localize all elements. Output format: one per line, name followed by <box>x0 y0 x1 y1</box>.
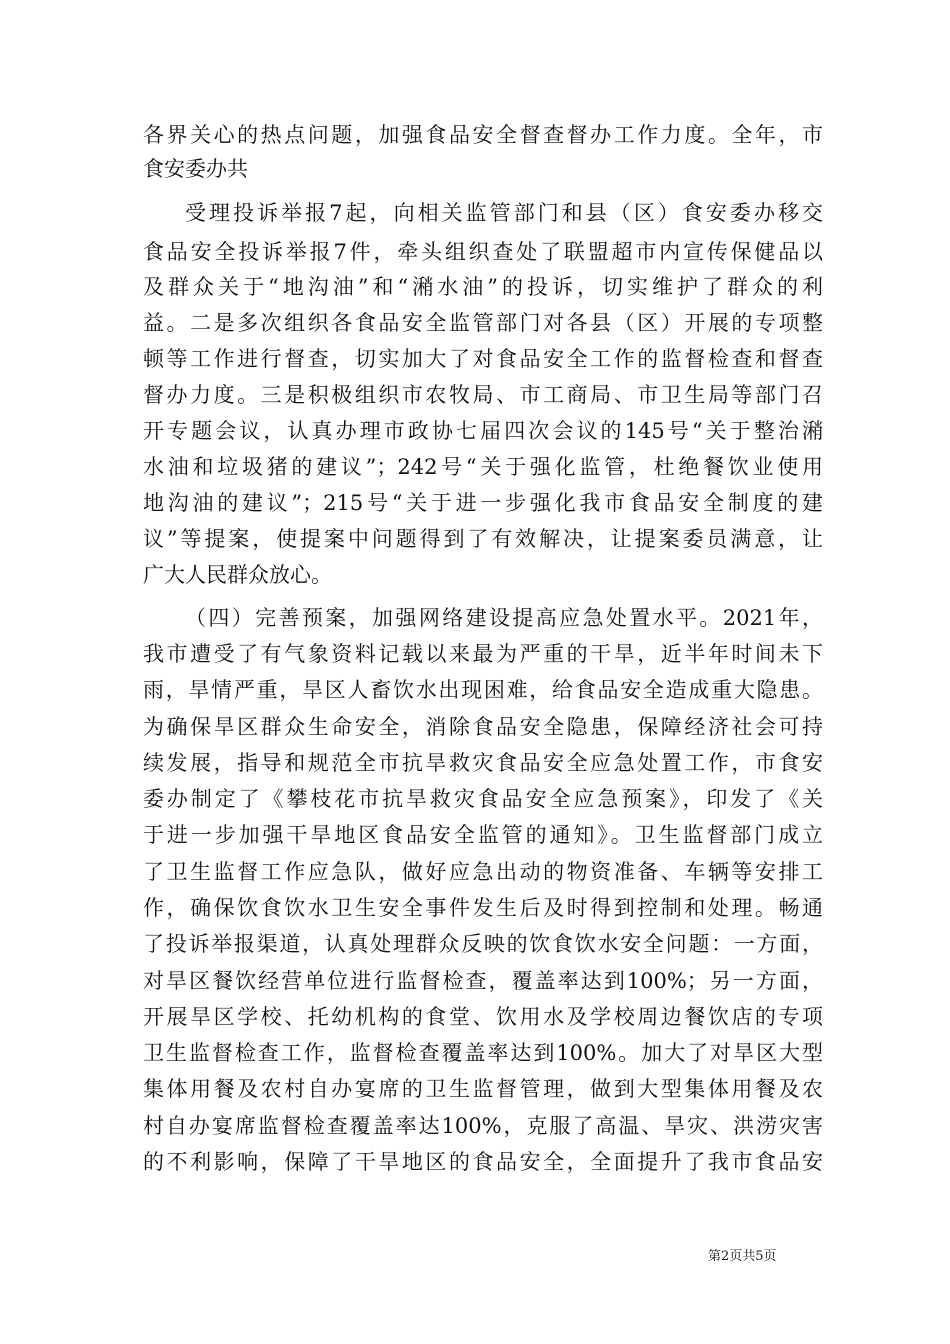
text-line-13: 广大人民群众放心。 <box>143 563 332 587</box>
text-line-26: 卫生监督检查工作，监督检查覆盖率达到100%。加大了对旱区大型 <box>143 1041 823 1065</box>
text-line-12: 议”等提案，使提案中问题得到了有效解决，让提案委员满意，让 <box>143 527 823 551</box>
text-line-4: 食品安全投诉举报7件，牵头组织查处了联盟超市内宣传保健品以 <box>143 240 823 264</box>
text-line-7: 顿等工作进行督查，切实加大了对食品安全工作的监督检查和督查 <box>143 347 823 371</box>
text-line-11: 地沟油的建议”；215号“关于进一步强化我市食品安全制度的建 <box>143 491 823 515</box>
text-line-10: 水油和垃圾猪的建议”；242号“关于强化监管，杜绝餐饮业使用 <box>143 455 823 479</box>
text-line-24: 对旱区餐饮经营单位进行监督检查，覆盖率达到100%；另一方面， <box>143 969 823 993</box>
text-line-9: 开专题会议，认真办理市政协七届四次会议的145号“关于整治潲 <box>143 419 823 443</box>
page-number: 第2页共5页 <box>708 1249 777 1264</box>
text-line-21: 了卫生监督工作应急队，做好应急出动的物资准备、车辆等安排工 <box>143 860 823 884</box>
text-line-3: 受理投诉举报7起，向相关监管部门和县（区）食安委办移交 <box>185 201 823 225</box>
text-line-19: 委办制定了《攀枝花市抗旱救灾食品安全应急预案》，印发了《关 <box>143 787 823 811</box>
text-line-17: 为确保旱区群众生命安全，消除食品安全隐患，保障经济社会可持 <box>143 715 823 739</box>
text-line-18: 续发展，指导和规范全市抗旱救灾食品安全应急处置工作，市食安 <box>143 751 823 775</box>
text-line-16: 雨，旱情严重，旱区人畜饮水出现困难，给食品安全造成重大隐患。 <box>143 678 823 702</box>
text-line-25: 开展旱区学校、托幼机构的食堂、饮用水及学校周边餐饮店的专项 <box>143 1005 823 1029</box>
text-line-29: 的不利影响，保障了干旱地区的食品安全，全面提升了我市食品安 <box>143 1150 823 1174</box>
text-line-23: 了投诉举报渠道，认真处理群众反映的饮食饮水安全问题：一方面， <box>143 932 823 956</box>
text-line-5: 及群众关于“地沟油”和“潲水油”的投诉，切实维护了群众的利 <box>143 275 823 299</box>
text-line-20: 于进一步加强干旱地区食品安全监管的通知》。卫生监督部门成立 <box>143 823 823 847</box>
text-line-8: 督办力度。三是积极组织市农牧局、市工商局、市卫生局等部门召 <box>143 383 823 407</box>
text-line-27: 集体用餐及农村自办宴席的卫生监督管理，做到大型集体用餐及农 <box>143 1077 823 1101</box>
text-line-14: （四）完善预案，加强网络建设提高应急处置水平。2021年， <box>185 606 823 630</box>
text-line-22: 作，确保饮食饮水卫生安全事件发生后及时得到控制和处理。畅通 <box>143 896 823 920</box>
text-line-15: 我市遭受了有气象资料记载以来最为严重的干旱，近半年时间未下 <box>143 642 823 666</box>
text-line-28: 村自办宴席监督检查覆盖率达100%，克服了高温、旱灾、洪涝灾害 <box>143 1114 823 1138</box>
text-line-1: 各界关心的热点问题，加强食品安全督查督办工作力度。全年，市 <box>143 123 823 147</box>
text-line-2: 食安委办共 <box>143 157 248 181</box>
text-line-6: 益。二是多次组织各食品安全监管部门对各县（区）开展的专项整 <box>143 311 823 335</box>
